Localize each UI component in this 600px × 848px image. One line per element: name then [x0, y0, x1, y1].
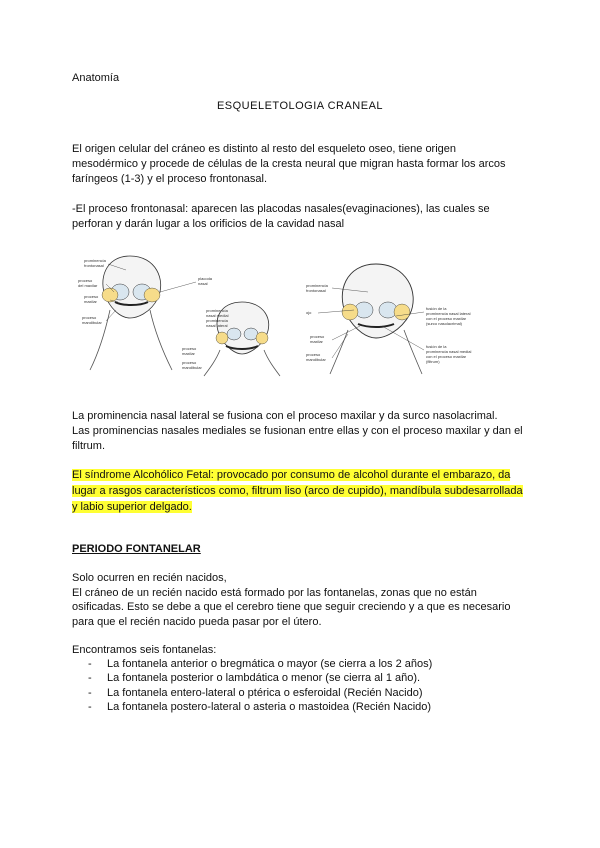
figure-label: del maxilar: [78, 283, 98, 288]
figure-label: proceso: [182, 360, 197, 365]
figure-label: maxilar: [310, 339, 323, 344]
figure-label: frontonasal: [84, 263, 104, 268]
text-line: La prominencia nasal lateral se fusiona con el proceso maxilar y da surco nasolacrimal.: [72, 410, 498, 422]
text-line: El cráneo de un recién nacido está formado por las fontanelas, zonas que no están: [72, 587, 477, 599]
figure-label: nasal lateral: [206, 323, 228, 328]
figure-label: fusión de la: [426, 344, 447, 349]
figure-label: mandibular: [182, 365, 202, 370]
figure-label: nasal: [198, 281, 208, 286]
embryo-face-figure: [70, 240, 530, 380]
figure-label: con el proceso maxilar: [426, 354, 467, 359]
figure-label: prominencia: [206, 308, 228, 313]
list-item: - La fontanela postero-lateral o asteria o mastoidea (Recién Nacido): [88, 700, 432, 714]
figure-label: proceso: [82, 315, 97, 320]
highlighted-text-line: lugar a rasgos característicos como, filtrum liso (arco de cupido), mandíbula subdesarrollada: [72, 485, 523, 497]
figure-label: mandibular: [306, 357, 326, 362]
text-line: El origen celular del cráneo es distinto al resto del esqueleto oseo, tiene origen: [72, 143, 457, 155]
figure-label: con el proceso maxilar: [426, 316, 467, 321]
section-heading: PERIODO FONTANELAR: [72, 543, 201, 555]
text-line: mesodérmico y procede de células de la cresta neural que migran hasta formar los arcos: [72, 158, 506, 170]
figure-label: mandibular: [82, 320, 102, 325]
list-item: - La fontanela anterior o bregmática o mayor (se cierra a los 2 años): [88, 657, 432, 671]
page-title: ESQUELETOLOGIA CRANEAL: [216, 100, 384, 112]
text-line: faríngeos (1-3) y el proceso frontonasal.: [72, 173, 268, 185]
figure-label: proceso: [182, 346, 197, 351]
figure-label: prominencia nasal medial: [426, 349, 472, 354]
figure-label: frontonasal: [306, 288, 326, 293]
figure-label: proceso: [306, 352, 321, 357]
figure-label: fusión de la: [426, 306, 447, 311]
figure-label: prominencia: [206, 318, 228, 323]
figure-label: placoda: [198, 276, 213, 281]
embryo-diagram-middle: [182, 302, 280, 376]
list-intro: Encontramos seis fontanelas:: [72, 644, 217, 656]
fontanelas-list: [88, 657, 432, 714]
text-line: perforan y darán lugar a los orificios de la cavidad nasal: [72, 218, 345, 230]
list-item: - La fontanela posterior o lambdática o menor (se cierra al 1 año).: [88, 671, 432, 685]
figure-label: prominencia: [306, 283, 328, 288]
highlighted-text-line: El síndrome Alcohólico Fetal: provocado por consumo de alcohol durante el embarazo, da: [72, 469, 511, 481]
figure-label: proceso: [310, 334, 325, 339]
figure-label: prominencia: [84, 258, 106, 263]
figure-label: proceso: [78, 278, 93, 283]
subject-label: Anatomía: [72, 72, 120, 84]
figure-label: ojo: [306, 310, 312, 315]
figure-label: proceso: [84, 294, 99, 299]
figure-label: maxilar: [182, 351, 195, 356]
figure-label: (filtrum): [426, 359, 440, 364]
figure-label: prominencia nasal lateral: [426, 311, 471, 316]
text-line: filtrum.: [72, 440, 105, 452]
list-item: - La fontanela entero-lateral o ptérica o esferoidal (Recién Nacido): [88, 686, 432, 700]
figure-label: (surco nasolacrimal): [426, 321, 463, 326]
text-line: -El proceso frontonasal: aparecen las placodas nasales(evaginaciones), las cuales se: [72, 203, 490, 215]
text-line: osificadas. Esto se debe a que el cerebro tiene que seguir creciendo y a que es necesario: [72, 601, 511, 613]
text-line: para que el recién nacido pueda pasar por el útero.: [72, 616, 322, 628]
figure-label: maxilar: [84, 299, 97, 304]
text-line: Las prominencias nasales mediales se fusionan entre ellas y con el proceso maxilar y dan el: [72, 425, 523, 437]
embryo-diagram-right: [306, 264, 471, 374]
highlighted-text-line: y labio superior delgado.: [72, 501, 192, 513]
text-line: Solo ocurren en recién nacidos,: [72, 572, 227, 584]
figure-label: nasal medial: [206, 313, 229, 318]
